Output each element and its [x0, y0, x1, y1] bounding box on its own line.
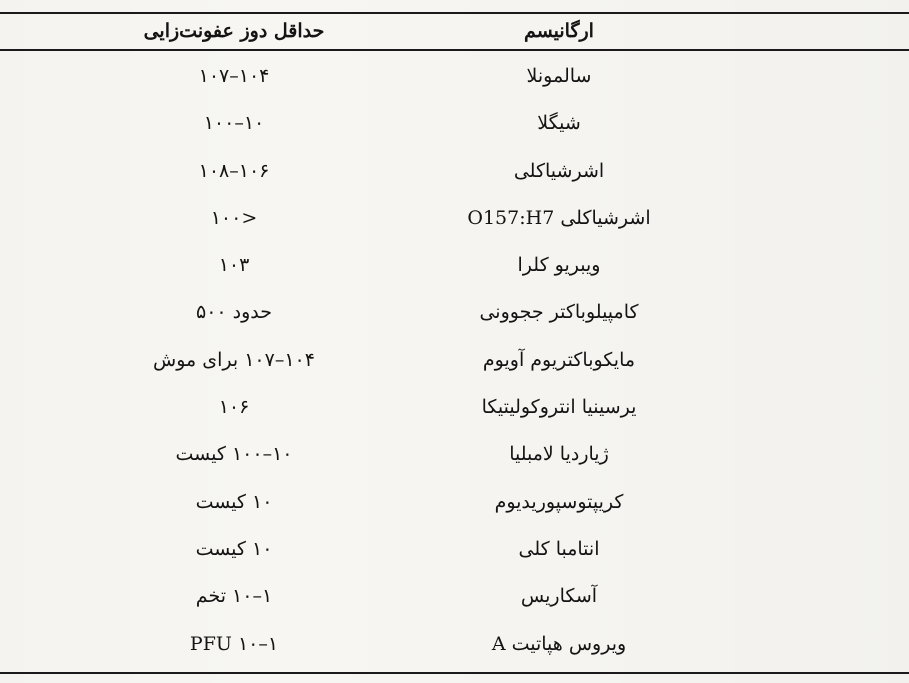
dose-cell: ۱–۱۰ PFU — [189, 632, 279, 655]
dose-cell: ۱۰–۱۰۰ کیست — [175, 443, 293, 466]
organism-cell: ویروس هپاتیت A — [491, 632, 627, 655]
organism-cell: کامپیلوباکتر ججوونی — [479, 301, 639, 324]
table-body — [0, 50, 909, 665]
table-row — [0, 476, 909, 523]
organism-cell: کریپتوسپوریدیوم — [494, 490, 624, 513]
dose-cell: ۱۰۴–۱۰۷ — [198, 65, 270, 87]
dose-cell: ۱۰۶ — [218, 396, 250, 419]
dose-cell: حدود ۵۰۰ — [195, 301, 273, 324]
table-row — [0, 618, 909, 665]
header-organism: ارگانیسم — [524, 20, 594, 42]
organism-cell: یرسینیا انتروکولیتیکا — [481, 396, 637, 419]
organism-cell: انتامبا کلی — [518, 537, 600, 560]
table-row — [0, 145, 909, 192]
table-bottom-rule — [0, 672, 909, 674]
table-row — [0, 523, 909, 570]
dose-cell: ۱۰ کیست — [195, 537, 273, 560]
table-row — [0, 97, 909, 144]
organism-cell: آسکاریس — [520, 585, 598, 608]
organism-cell: ژیاردیا لامبلیا — [509, 443, 609, 466]
dose-cell: ۱۰–۱۰۰ — [203, 112, 265, 135]
dose-cell: ۱۰۳ — [218, 254, 250, 277]
table-row — [0, 50, 909, 97]
table-row — [0, 428, 909, 475]
table-row — [0, 192, 909, 239]
organism-cell: اشرشیاکلی O157:H7 — [467, 206, 651, 229]
table-row — [0, 286, 909, 333]
dose-cell: ۱۰۴–۱۰۷ برای موش — [153, 348, 315, 371]
dose-cell: ۱۰۶–۱۰۸ — [198, 159, 270, 182]
dose-cell: ۱۰ کیست — [195, 490, 273, 513]
header-infectious-dose: حداقل دوز عفونت‌زایی — [143, 20, 325, 42]
table-row — [0, 381, 909, 428]
organism-cell: مایکوباکتریوم آویوم — [482, 348, 636, 371]
table-row — [0, 570, 909, 617]
table-row — [0, 239, 909, 286]
table-header — [0, 13, 909, 49]
dose-cell: ۱–۱۰ تخم — [195, 585, 273, 608]
dose-cell: <۱۰۰ — [210, 206, 258, 229]
table-row — [0, 334, 909, 381]
organism-cell: اشرشیاکلی — [513, 159, 605, 182]
organism-cell: سالمونلا — [526, 65, 592, 87]
organism-cell: شیگلا — [537, 112, 581, 135]
organism-cell: ویبریو کلرا — [517, 254, 601, 277]
